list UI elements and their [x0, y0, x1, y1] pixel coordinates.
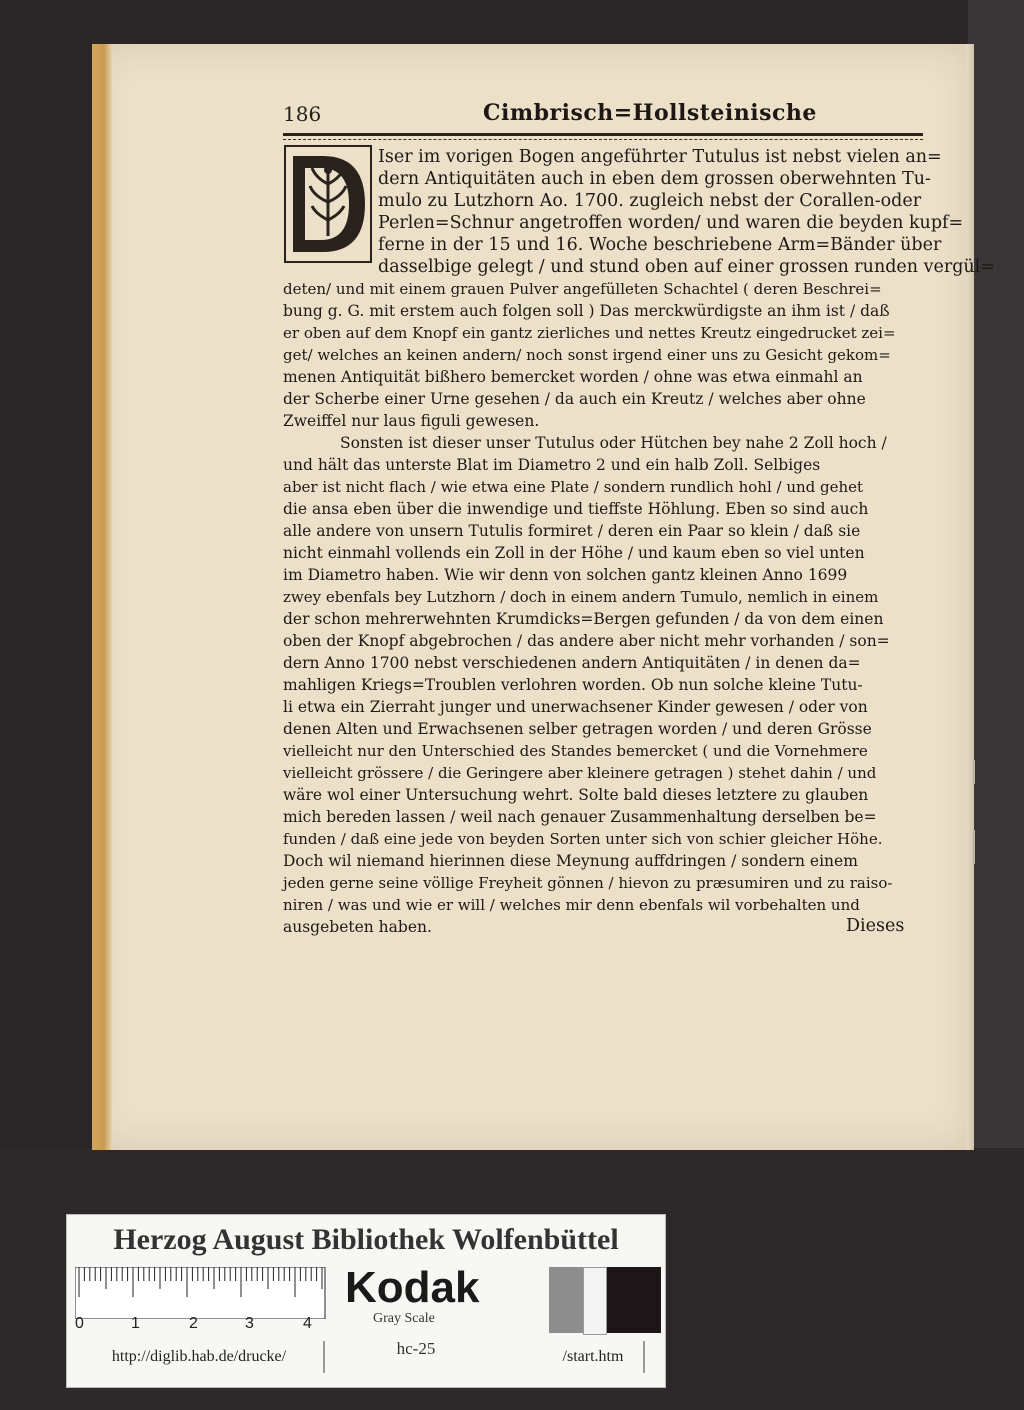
url-right: /start.htm: [543, 1341, 645, 1373]
text-line: Iser im vorigen Bogen angeführter Tutulus ist nebst vielen an=: [378, 147, 942, 167]
text-line: er oben auf dem Knopf ein gantz zierliches und nettes Kreutz eingedrucket zei=: [283, 324, 896, 342]
text-line: und hält das unterste Blat im Diametro 2 und ein halb Zoll. Selbiges: [283, 456, 821, 474]
text-line: niren / was und wie er will / welches mir denn ebenfals wil vorbehalten und: [283, 896, 860, 914]
gray-swatch: [549, 1267, 583, 1333]
text-line: aber ist nicht flach / wie etwa eine Plate / sondern rundlich hohl / und gehet: [283, 478, 864, 496]
header-rule-dashed: [283, 139, 923, 140]
ruler-number: 4: [303, 1315, 312, 1332]
running-title: Cimbrisch=Hollsteinische: [483, 100, 817, 126]
text-line: bung g. G. mit erstem auch folgen soll ) Das merckwürdigste an ihm ist / daß: [283, 302, 890, 320]
ruler-numbers: [75, 1315, 391, 1337]
ruler-number: 3: [245, 1315, 254, 1332]
text-line: mahligen Kriegs=Troublen verlohren worden. Ob nun solche kleine Tutu-: [283, 676, 863, 694]
ruler-icon: [75, 1267, 391, 1319]
text-line: Doch wil niemand hierinnen diese Meynung auffdringen / sondern einem: [283, 852, 858, 870]
gray-scale-label: Gray Scale: [373, 1311, 435, 1326]
url-left: http://diglib.hab.de/drucke/: [75, 1341, 325, 1373]
text-line: der Scherbe einer Urne gesehen / da auch ein Kreutz / welches aber ohne: [283, 390, 866, 408]
library-name: Herzog August Bibliothek Wolfenbüttel: [113, 1223, 619, 1256]
page-spine-edge: [92, 44, 112, 1150]
text-line: vielleicht grössere / die Geringere aber kleinere getragen ) stehet dahin / und: [283, 764, 877, 782]
page-number: 186: [283, 102, 322, 126]
text-line: ausgebeten haben.: [283, 918, 432, 936]
text-line: deten/ und mit einem grauen Pulver angefülleten Schachtel ( deren Beschrei=: [283, 280, 882, 298]
text-line: dern Anno 1700 nebst verschiedenen andern Antiquitäten / in denen da=: [283, 654, 861, 672]
scan-mark: [973, 760, 975, 784]
ruler-number: 2: [189, 1315, 198, 1332]
color-target-card: [66, 1214, 666, 1388]
ruler-number: 1: [131, 1315, 140, 1332]
text-line: mulo zu Lutzhorn Ao. 1700. zugleich nebst der Corallen-oder: [378, 191, 922, 211]
text-line: Sonsten ist dieser unser Tutulus oder Hütchen bey nahe 2 Zoll hoch /: [340, 434, 887, 452]
text-line: im Diametro haben. Wie wir denn von solchen gantz kleinen Anno 1699: [283, 566, 848, 584]
text-line: zwey ebenfals bey Lutzhorn / doch in einem andern Tumulo, nemlich in einem: [283, 588, 879, 606]
black-swatch: [607, 1267, 661, 1333]
decorated-initial-d-icon: [283, 144, 373, 264]
text-line: alle andere von unsern Tutulis formiret / deren ein Paar so klein / daß sie: [283, 522, 861, 540]
text-line: mich bereden lassen / weil nach genauer Zusammenhaltung derselben be=: [283, 808, 877, 826]
text-line: li etwa ein Zierraht junger und unerwachsener Kinder gewesen / oder von: [283, 698, 868, 716]
text-line: vielleicht nur den Unterschied des Standes bemercket ( und die Vornehmere: [283, 742, 868, 760]
scan-mark: [973, 830, 975, 864]
white-swatch: [583, 1267, 607, 1335]
text-line: menen Antiquität bißhero bemercket worden / ohne was etwa einmahl an: [283, 368, 863, 386]
page-fore-edge: [966, 44, 974, 1150]
text-line: dern Antiquitäten auch in eben dem grossen oberwehnten Tu-: [378, 169, 931, 189]
text-line: jeden gerne seine völlige Freyheit gönnen / hievon zu præsumiren und zu raiso-: [283, 874, 893, 892]
text-line: funden / daß eine jede von beyden Sorten unter sich von schier gleicher Höhe.: [283, 830, 883, 848]
text-line: ferne in der 15 und 16. Woche beschriebene Arm=Bänder über: [378, 235, 942, 255]
text-line: Zweiffel nur laus figuli gewesen.: [283, 412, 540, 430]
catchword: Dieses: [846, 916, 905, 936]
text-line: dasselbige gelegt / und stund oben auf einer grossen runden vergül=: [378, 257, 995, 277]
text-line: wäre wol einer Untersuchung wehrt. Solte bald dieses letztere zu glauben: [283, 786, 869, 804]
catalog-code: hc-25: [396, 1339, 436, 1358]
text-line: die ansa eben über die inwendige und tieffste Höhlung. Eben so sind auch: [283, 500, 869, 518]
text-line: der schon mehrerwehnten Krumdicks=Bergen gefunden / da von dem einen: [283, 610, 884, 628]
text-line: oben der Knopf abgebrochen / das andere aber nicht mehr vorhanden / son=: [283, 632, 890, 650]
text-line: denen Alten und Erwachsenen selber getragen worden / und deren Grösse: [283, 720, 872, 738]
text-line: get/ welches an keinen andern/ noch sonst irgend einer uns zu Gesicht gekom=: [283, 346, 891, 364]
ruler-number: 0: [75, 1315, 84, 1332]
text-line: nicht einmahl vollends ein Zoll in der Höhe / und kaum eben so viel unten: [283, 544, 865, 562]
kodak-logo: Kodak: [345, 1263, 480, 1312]
text-line: Perlen=Schnur angetroffen worden/ und waren die beyden kupf=: [378, 213, 964, 233]
page-header: [283, 98, 923, 134]
